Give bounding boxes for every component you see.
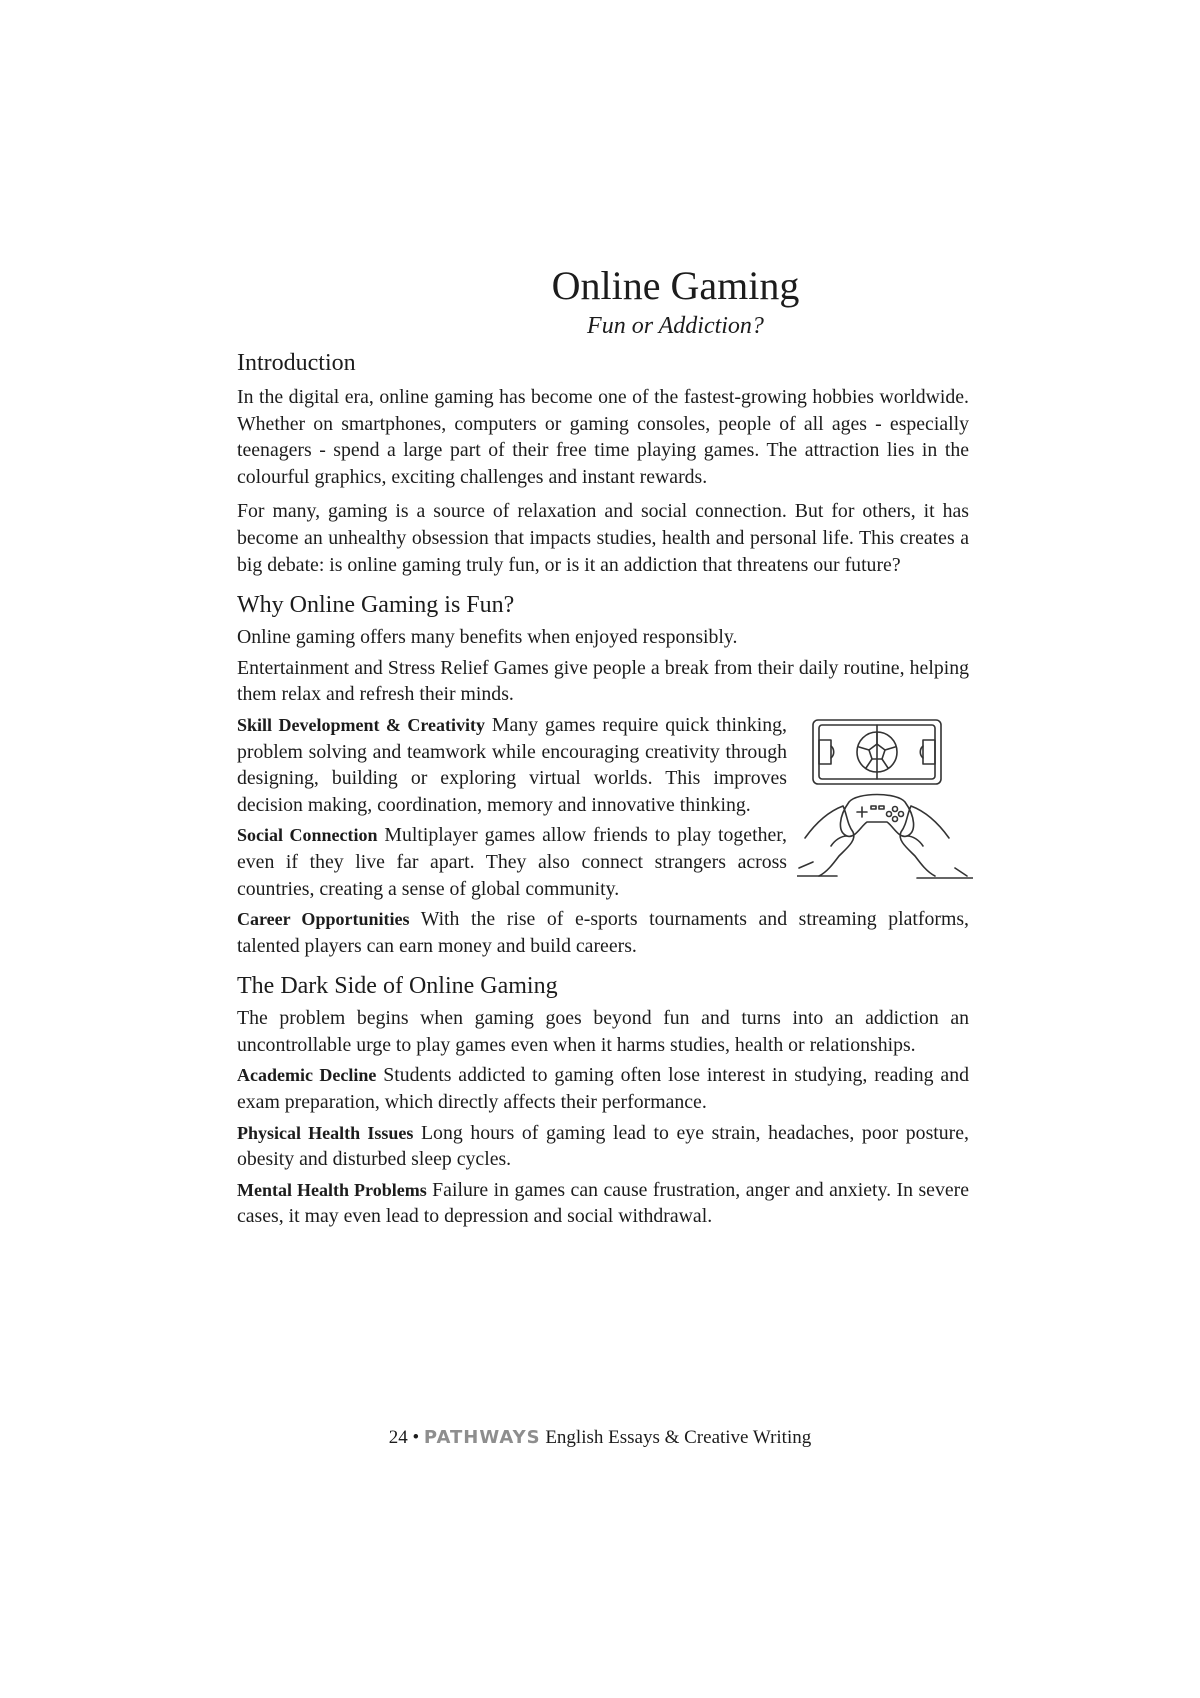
fun-skill-text: Many games require quick thinking, problem solving and teamwork while encouraging creativity through designing, building or exploring virtual worlds. This improves decision making, coordination, memory and innovative thinking.: [237, 713, 788, 816]
fun-career-paragraph: [237, 906, 969, 959]
page-content: [237, 262, 969, 1238]
dark-academic-paragraph: [237, 1062, 969, 1115]
footer-bullet: •: [412, 1427, 420, 1448]
fun-entertainment: Entertainment and Stress Relief Games give people a break from their daily routine, helping them relax and refresh their minds.: [237, 656, 969, 706]
fun-heading: Why Online Gaming is Fun?: [237, 592, 515, 619]
fun-social-text: Multiplayer games allow friends to play together, even if they live far apart. They also connect strangers across countries, creating a sense of global community.: [237, 824, 787, 900]
dark-mental-label: Mental Health Problems: [237, 1179, 427, 1200]
fun-career-text: With the rise of e-sports tournaments and streaming platforms, talented players can earn money and build careers.: [237, 908, 970, 957]
fun-career-label: Career Opportunities: [237, 909, 410, 930]
dark-heading: The Dark Side of Online Gaming: [237, 973, 558, 1000]
page-footer: [0, 1426, 1200, 1450]
dark-mental-text: Failure in games can cause frustration, anger and anxiety. In severe cases, it may even lead to depression and social withdrawal.: [237, 1178, 969, 1228]
page-number: 24: [388, 1427, 408, 1448]
page-title: Online Gaming: [551, 263, 800, 308]
fun-skill-label: Skill Development & Creativity: [237, 714, 485, 735]
fun-social-label: Social Connection: [237, 825, 378, 846]
dark-academic-label: Academic Decline: [237, 1065, 377, 1086]
dark-mental-paragraph: [237, 1177, 969, 1230]
intro-heading: Introduction: [237, 350, 356, 376]
page-subtitle: Fun or Addiction?: [587, 313, 764, 339]
intro-paragraph-2: For many, gaming is a source of relaxation and social connection. But for others, it has become an unhealthy obsession that impacts studies, health and personal life. This creates a big debate: is online gaming truly fun, or is it an addiction that threatens our future?: [237, 500, 969, 576]
dark-lead: The problem begins when gaming goes beyond fun and turns into an addiction an uncontrollable urge to play games even when it harms studies, health or relationships.: [237, 1007, 969, 1056]
dark-academic-text: Students addicted to gaming often lose interest in studying, reading and exam preparation, which directly affects their performance.: [237, 1064, 969, 1114]
book-title: English Essays & Creative Writing: [545, 1427, 812, 1448]
dark-physical-text: Long hours of gaming lead to eye strain, headaches, poor posture, obesity and disturbed sleep cycles.: [237, 1121, 969, 1171]
dark-physical-label: Physical Health Issues: [237, 1122, 414, 1143]
game-controller-illustration-icon: [797, 716, 973, 884]
dark-physical-paragraph: [237, 1120, 969, 1173]
intro-paragraph-1: In the digital era, online gaming has become one of the fastest-growing hobbies worldwide. Whether on smartphones, computers or gaming consoles, people of all ages - especially teenagers - spend a large part of their free time playing games. The attraction lies in the colourful graphics, exciting challenges and instant rewards.: [237, 386, 969, 488]
fun-lead: Online gaming offers many benefits when enjoyed responsibly.: [237, 626, 738, 649]
brand-logo: PATHWAYS: [423, 1427, 541, 1448]
